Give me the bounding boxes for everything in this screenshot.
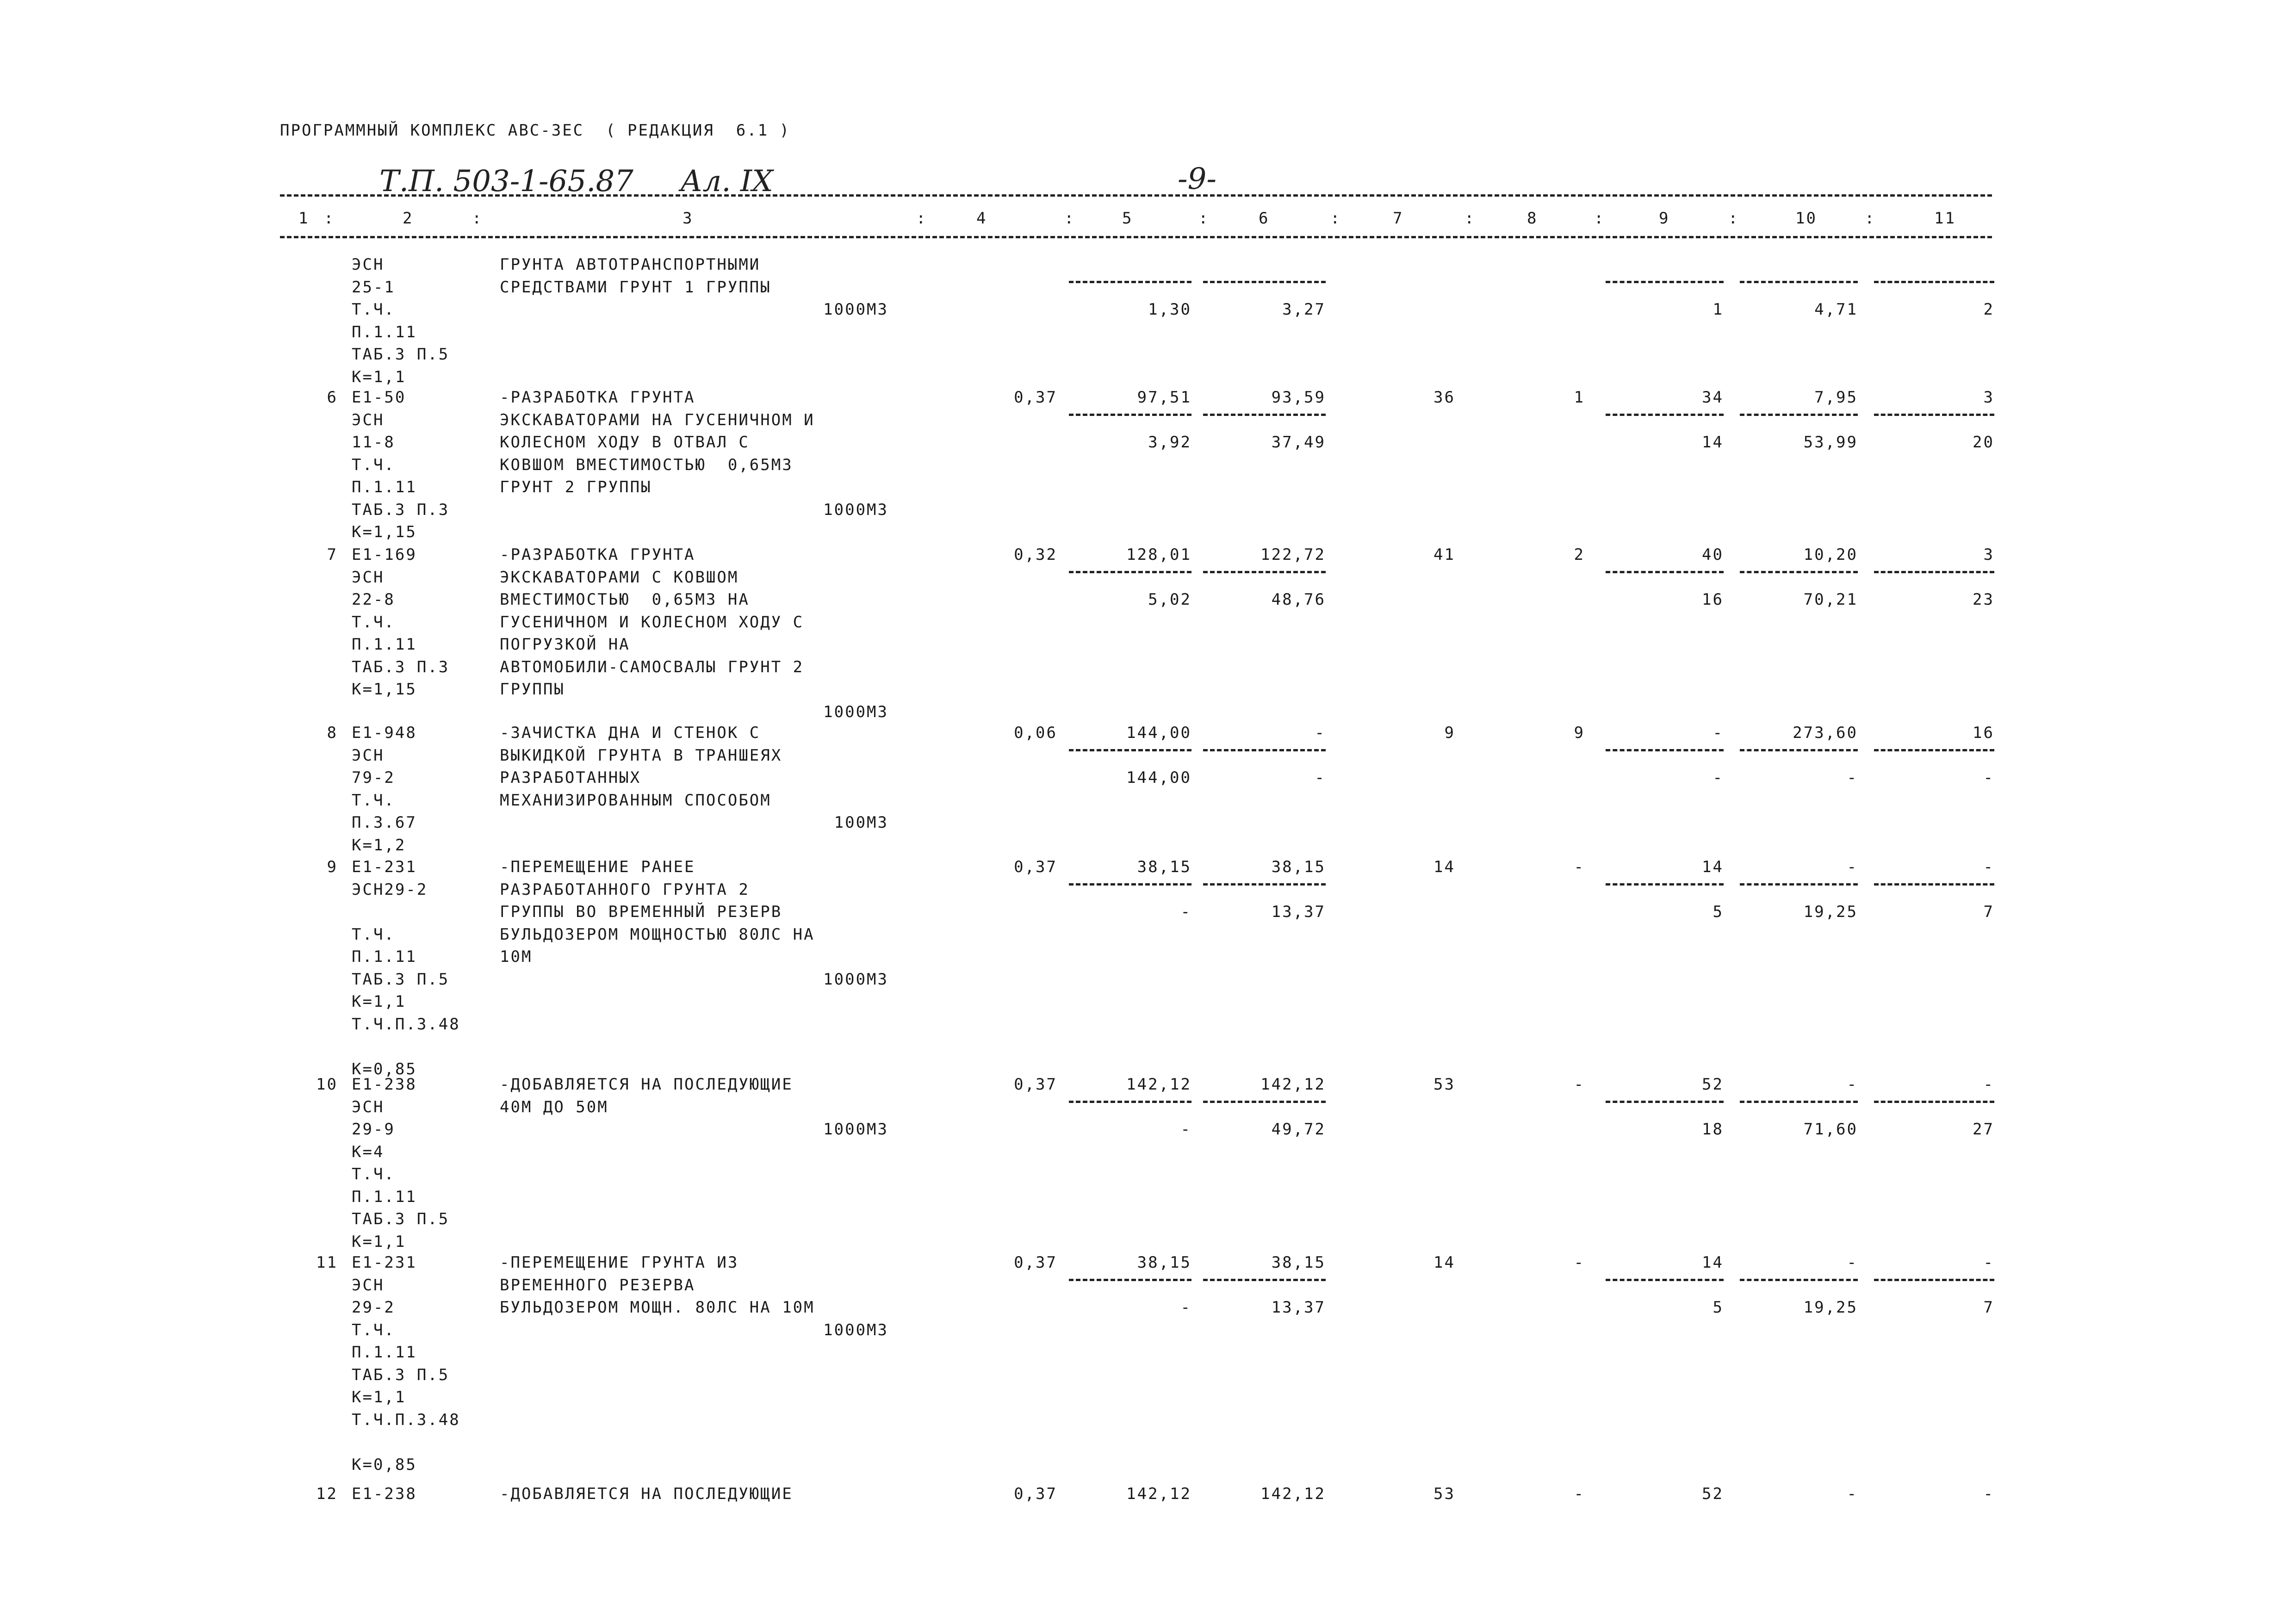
work-description-line: ЭКСКАВАТОРАМИ С КОВШОМ (500, 568, 739, 587)
value-c9b: 14 (1702, 433, 1724, 452)
doc-code: Т.П. 503-1-65.87 (379, 164, 633, 198)
fraction-rule (1203, 749, 1326, 751)
value-c9b: 5 (1713, 1298, 1724, 1317)
value-c7: 9 (1444, 724, 1455, 742)
norm-code-line: Е1-231 (352, 858, 417, 876)
value-c11b: 2 (1983, 300, 1994, 319)
norm-code-line: ТАБ.3 П.5 (352, 1365, 450, 1384)
value-c5b: 3,92 (1148, 433, 1191, 452)
work-description-line: ЭКСКАВАТОРАМИ НА ГУСЕНИЧНОМ И (500, 410, 815, 429)
fraction-rule (1606, 281, 1724, 283)
value-c6b: 13,37 (1271, 1298, 1326, 1317)
fraction-rule (1606, 414, 1724, 416)
column-header-4: 4 (976, 209, 987, 228)
value-c6: 122,72 (1260, 545, 1326, 564)
column-separator: : (1064, 209, 1075, 228)
value-c6b: 3,27 (1282, 300, 1326, 319)
norm-code-line: 25-1 (352, 278, 395, 297)
work-description-line: ВРЕМЕННОГО РЕЗЕРВА (500, 1276, 695, 1295)
column-header-1: 1 (298, 209, 310, 228)
value-c10: - (1847, 1485, 1858, 1503)
norm-code-line: П.1.11 (352, 1343, 417, 1362)
row-number: 6 (327, 388, 338, 407)
value-c6b: - (1315, 768, 1326, 787)
work-description-line: ГРУНТА АВТОТРАНСПОРТНЫМИ (500, 255, 761, 274)
work-description-line: ГРУНТ 2 ГРУППЫ (500, 478, 652, 496)
norm-code-line: Е1-231 (352, 1253, 417, 1272)
value-c9: 34 (1702, 388, 1724, 407)
norm-code-line: Т.Ч. (352, 300, 395, 319)
work-description-line: ГРУППЫ ВО ВРЕМЕННЫЙ РЕЗЕРВ (500, 903, 782, 921)
norm-code-line: Т.Ч. (352, 925, 395, 944)
column-header-2: 2 (403, 209, 414, 228)
fraction-rule (1203, 883, 1326, 886)
column-separator: : (916, 209, 927, 228)
value-c9b: 16 (1702, 590, 1724, 609)
value-c7: 53 (1433, 1075, 1455, 1094)
norm-code-line: К=1,15 (352, 680, 417, 699)
norm-code-line: ЭСН29-2 (352, 880, 428, 899)
value-c8: - (1574, 1075, 1585, 1094)
value-c4: 0,06 (1014, 724, 1057, 742)
column-header-5: 5 (1122, 209, 1133, 228)
work-description-line: СРЕДСТВАМИ ГРУНТ 1 ГРУППЫ (500, 278, 771, 297)
column-separator: : (324, 209, 335, 228)
fraction-rule (1874, 1101, 1994, 1103)
page-number: -9- (1178, 162, 1216, 196)
value-c6: 38,15 (1271, 1253, 1326, 1272)
work-description-line: КОЛЕСНОМ ХОДУ В ОТВАЛ С (500, 433, 750, 452)
column-separator: : (1198, 209, 1210, 228)
norm-code-line: Е1-238 (352, 1075, 417, 1094)
value-c10: 7,95 (1814, 388, 1858, 407)
fraction-rule (1203, 281, 1326, 283)
norm-code-line: К=1,2 (352, 836, 406, 855)
work-description-line: ВМЕСТИМОСТЬЮ 0,65М3 НА (500, 590, 750, 609)
fraction-rule (1606, 749, 1724, 751)
value-c10: - (1847, 858, 1858, 876)
row-number: 11 (316, 1253, 338, 1272)
fraction-rule (1069, 281, 1191, 283)
value-c10: - (1847, 1253, 1858, 1272)
value-c8: 1 (1574, 388, 1585, 407)
fraction-rule (1874, 883, 1994, 886)
work-description-line: 40М ДО 50М (500, 1097, 608, 1116)
norm-code-line: Е1-238 (352, 1485, 417, 1503)
norm-code-line: Т.Ч. (352, 1165, 395, 1183)
norm-code-line: К=1,1 (352, 1388, 406, 1406)
value-c6: 93,59 (1271, 388, 1326, 407)
value-c11: - (1983, 1253, 1994, 1272)
value-c5: 142,12 (1126, 1485, 1191, 1503)
unit-of-measure: 1000М3 (823, 1320, 888, 1339)
work-description-line: РАЗРАБОТАННЫХ (500, 768, 641, 787)
value-c6: 142,12 (1260, 1485, 1326, 1503)
fraction-rule (1740, 414, 1858, 416)
value-c10: - (1847, 1075, 1858, 1094)
value-c10b: 71,60 (1803, 1120, 1858, 1139)
value-c11: - (1983, 1075, 1994, 1094)
value-c7: 41 (1433, 545, 1455, 564)
fraction-rule (1740, 281, 1858, 283)
value-c4: 0,32 (1014, 545, 1057, 564)
norm-code-line: ТАБ.3 П.5 (352, 1210, 450, 1228)
value-c10: 273,60 (1793, 724, 1858, 742)
norm-code-line: К=1,1 (352, 367, 406, 386)
value-c4: 0,37 (1014, 1253, 1057, 1272)
work-description-line: -ПЕРЕМЕЩЕНИЕ РАНЕЕ (500, 858, 695, 876)
work-description-line: РАЗРАБОТАННОГО ГРУНТА 2 (500, 880, 750, 899)
norm-code-line: П.1.11 (352, 478, 417, 496)
fraction-rule (1069, 883, 1191, 886)
work-description-line: МЕХАНИЗИРОВАННЫМ СПОСОБОМ (500, 791, 771, 810)
norm-code-line: П.1.11 (352, 322, 417, 341)
value-c11b: 7 (1983, 1298, 1994, 1317)
norm-code-line: ЭСН (352, 1097, 385, 1116)
column-header-11: 11 (1934, 209, 1956, 228)
norm-code-line: П.3.67 (352, 813, 417, 832)
value-c4: 0,37 (1014, 1485, 1057, 1503)
value-c5: 38,15 (1137, 858, 1191, 876)
value-c8: 2 (1574, 545, 1585, 564)
column-header-3: 3 (683, 209, 694, 228)
value-c10b: 70,21 (1803, 590, 1858, 609)
header-rule (280, 236, 1992, 238)
column-separator: : (472, 209, 483, 228)
norm-code-line: Т.Ч.П.3.48 (352, 1410, 460, 1429)
norm-code-line: ЭСН (352, 746, 385, 765)
value-c8: - (1574, 1485, 1585, 1503)
work-description-line: КОВШОМ ВМЕСТИМОСТЬЮ 0,65М3 (500, 455, 793, 474)
norm-code-line: 29-2 (352, 1298, 395, 1317)
value-c5b: - (1180, 1120, 1191, 1139)
norm-code-line: К=0,85 (352, 1455, 417, 1474)
work-description-line: ПОГРУЗКОЙ НА (500, 635, 630, 654)
value-c5: 38,15 (1137, 1253, 1191, 1272)
fraction-rule (1740, 1101, 1858, 1103)
row-number: 10 (316, 1075, 338, 1094)
column-separator: : (1728, 209, 1739, 228)
top-rule (280, 194, 1992, 197)
work-description-line: ГУСЕНИЧНОМ И КОЛЕСНОМ ХОДУ С (500, 613, 804, 632)
value-c6: 38,15 (1271, 858, 1326, 876)
row-number: 7 (327, 545, 338, 564)
work-description-line: АВТОМОБИЛИ-САМОСВАЛЫ ГРУНТ 2 (500, 657, 804, 676)
unit-of-measure: 1000М3 (823, 300, 888, 319)
value-c8: - (1574, 1253, 1585, 1272)
fraction-rule (1740, 749, 1858, 751)
norm-code-line: ЭСН (352, 255, 385, 274)
norm-code-line: ТАБ.3 П.3 (352, 500, 450, 519)
value-c9: 14 (1702, 858, 1724, 876)
work-description-line: БУЛЬДОЗЕРОМ МОЩН. 80ЛС НА 10М (500, 1298, 815, 1317)
norm-code-line: ТАБ.3 П.5 (352, 345, 450, 364)
column-separator: : (1594, 209, 1605, 228)
value-c5: 142,12 (1126, 1075, 1191, 1094)
norm-code-line: К=1,15 (352, 523, 417, 541)
fraction-rule (1874, 749, 1994, 751)
row-number: 9 (327, 858, 338, 876)
work-description-line: -ДОБАВЛЯЕТСЯ НА ПОСЛЕДУЮЩИЕ (500, 1485, 793, 1503)
norm-code-line: Т.Ч. (352, 791, 395, 810)
work-description-line: БУЛЬДОЗЕРОМ МОЩНОСТЬЮ 80ЛС НА (500, 925, 815, 944)
unit-of-measure: 1000М3 (823, 702, 888, 721)
norm-code-line: ЭСН (352, 568, 385, 587)
value-c11: 16 (1973, 724, 1994, 742)
value-c11b: 23 (1973, 590, 1994, 609)
norm-code-line: ТАБ.3 П.5 (352, 970, 450, 989)
fraction-rule (1874, 1279, 1994, 1281)
norm-code-line: Т.Ч. (352, 455, 395, 474)
fraction-rule (1069, 414, 1191, 416)
value-c11: - (1983, 1485, 1994, 1503)
value-c9: 52 (1702, 1485, 1724, 1503)
value-c9: 14 (1702, 1253, 1724, 1272)
column-header-10: 10 (1795, 209, 1817, 228)
norm-code-line: Т.Ч.П.3.48 (352, 1015, 460, 1034)
work-description-line: ВЫКИДКОЙ ГРУНТА В ТРАНШЕЯХ (500, 746, 782, 765)
norm-code-line: ТАБ.3 П.3 (352, 657, 450, 676)
row-number: 12 (316, 1485, 338, 1503)
unit-of-measure: 100М3 (834, 813, 888, 832)
value-c5: 97,51 (1137, 388, 1191, 407)
fraction-rule (1606, 883, 1724, 886)
norm-code-line: П.1.11 (352, 948, 417, 966)
value-c6: - (1315, 724, 1326, 742)
value-c10b: 53,99 (1803, 433, 1858, 452)
value-c9b: 18 (1702, 1120, 1724, 1139)
value-c9: 40 (1702, 545, 1724, 564)
norm-code-line: ЭСН (352, 1276, 385, 1295)
value-c9b: 5 (1713, 903, 1724, 921)
norm-code-line: К=4 (352, 1142, 385, 1161)
value-c11b: 27 (1973, 1120, 1994, 1139)
row-number: 8 (327, 724, 338, 742)
norm-code-line: ЭСН (352, 410, 385, 429)
work-description-line: -ДОБАВЛЯЕТСЯ НА ПОСЛЕДУЮЩИЕ (500, 1075, 793, 1094)
fraction-rule (1740, 571, 1858, 573)
unit-of-measure: 1000М3 (823, 1120, 888, 1139)
fraction-rule (1874, 281, 1994, 283)
work-description-line: -ПЕРЕМЕЩЕНИЕ ГРУНТА ИЗ (500, 1253, 739, 1272)
value-c11b: 7 (1983, 903, 1994, 921)
fraction-rule (1606, 571, 1724, 573)
norm-code-line: Е1-50 (352, 388, 406, 407)
value-c6b: 13,37 (1271, 903, 1326, 921)
value-c4: 0,37 (1014, 388, 1057, 407)
work-description-line: 10М (500, 948, 533, 966)
value-c7: 14 (1433, 1253, 1455, 1272)
fraction-rule (1069, 1101, 1191, 1103)
value-c5b: 5,02 (1148, 590, 1191, 609)
value-c9b: - (1713, 768, 1724, 787)
value-c11b: - (1983, 768, 1994, 787)
work-description-line: -РАЗРАБОТКА ГРУНТА (500, 388, 695, 407)
value-c10: 10,20 (1803, 545, 1858, 564)
value-c6b: 37,49 (1271, 433, 1326, 452)
value-c6b: 48,76 (1271, 590, 1326, 609)
norm-code-line: 11-8 (352, 433, 395, 452)
fraction-rule (1203, 1279, 1326, 1281)
norm-code-line: Т.Ч. (352, 613, 395, 632)
value-c6b: 49,72 (1271, 1120, 1326, 1139)
unit-of-measure: 1000М3 (823, 500, 888, 519)
column-separator: : (1330, 209, 1341, 228)
value-c10b: 4,71 (1814, 300, 1858, 319)
column-separator: : (1865, 209, 1876, 228)
album-number: Ал. IX (680, 164, 773, 198)
value-c8: 9 (1574, 724, 1585, 742)
unit-of-measure: 1000М3 (823, 970, 888, 989)
fraction-rule (1606, 1279, 1724, 1281)
value-c5b: - (1180, 903, 1191, 921)
value-c4: 0,37 (1014, 858, 1057, 876)
value-c5: 144,00 (1126, 724, 1191, 742)
norm-code-line: 29-9 (352, 1120, 395, 1139)
value-c11: 3 (1983, 388, 1994, 407)
work-description-line: -РАЗРАБОТКА ГРУНТА (500, 545, 695, 564)
value-c5b: 1,30 (1148, 300, 1191, 319)
norm-code-line: Е1-948 (352, 724, 417, 742)
program-header: ПРОГРАММНЫЙ КОМПЛЕКС АВС-3ЕС ( РЕДАКЦИЯ 6.1 ) (280, 121, 791, 140)
fraction-rule (1740, 883, 1858, 886)
value-c6: 142,12 (1260, 1075, 1326, 1094)
norm-code-line: 79-2 (352, 768, 395, 787)
fraction-rule (1874, 414, 1994, 416)
fraction-rule (1069, 571, 1191, 573)
value-c7: 53 (1433, 1485, 1455, 1503)
value-c10b: 19,25 (1803, 1298, 1858, 1317)
norm-code-line: П.1.11 (352, 1187, 417, 1206)
fraction-rule (1606, 1101, 1724, 1103)
value-c7: 14 (1433, 858, 1455, 876)
fraction-rule (1874, 571, 1994, 573)
value-c5b: - (1180, 1298, 1191, 1317)
value-c10b: 19,25 (1803, 903, 1858, 921)
norm-code-line: К=1,1 (352, 1232, 406, 1251)
fraction-rule (1069, 749, 1191, 751)
fraction-rule (1740, 1279, 1858, 1281)
norm-code-line: Т.Ч. (352, 1320, 395, 1339)
norm-code-line: К=0,85 (352, 1059, 417, 1078)
value-c4: 0,37 (1014, 1075, 1057, 1094)
value-c8: - (1574, 858, 1585, 876)
value-c9b: 1 (1713, 300, 1724, 319)
value-c9: 52 (1702, 1075, 1724, 1094)
norm-code-line: П.1.11 (352, 635, 417, 654)
fraction-rule (1203, 1101, 1326, 1103)
value-c9: - (1713, 724, 1724, 742)
norm-code-line: К=1,1 (352, 992, 406, 1011)
fraction-rule (1203, 571, 1326, 573)
norm-code-line: 22-8 (352, 590, 395, 609)
work-description-line: -ЗАЧИСТКА ДНА И СТЕНОК С (500, 724, 761, 742)
column-header-7: 7 (1393, 209, 1404, 228)
value-c7: 36 (1433, 388, 1455, 407)
value-c11: - (1983, 858, 1994, 876)
column-header-9: 9 (1659, 209, 1670, 228)
column-header-6: 6 (1259, 209, 1270, 228)
work-description-line: ГРУППЫ (500, 680, 565, 699)
fraction-rule (1069, 1279, 1191, 1281)
value-c5: 128,01 (1126, 545, 1191, 564)
value-c11: 3 (1983, 545, 1994, 564)
column-separator: : (1464, 209, 1476, 228)
value-c11b: 20 (1973, 433, 1994, 452)
value-c5b: 144,00 (1126, 768, 1191, 787)
norm-code-line: Е1-169 (352, 545, 417, 564)
value-c10b: - (1847, 768, 1858, 787)
column-header-8: 8 (1527, 209, 1538, 228)
fraction-rule (1203, 414, 1326, 416)
